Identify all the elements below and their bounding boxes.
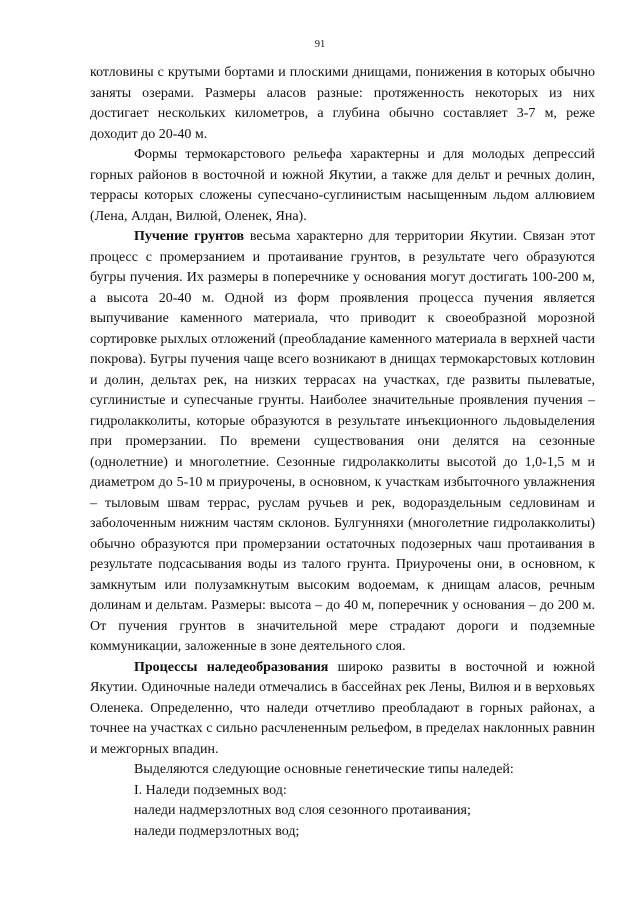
list-item-icing-subpermafrost: наледи подмерзлотных вод; bbox=[134, 823, 300, 839]
list-item-icing-suprapermafrost: наледи надмерзлотных вод слоя сезонного протаивания; bbox=[134, 803, 471, 818]
term-frost-heaving: Пучение грунтов bbox=[134, 229, 245, 244]
term-icing-processes: Процессы наледеобразования bbox=[134, 659, 329, 675]
page-text-body bbox=[90, 63, 595, 842]
page-number: 91 bbox=[314, 39, 326, 50]
paragraph-frost-heaving bbox=[90, 227, 595, 658]
paragraph-icing-types-intro: Выделяются следующие основные генетические типы наледей: bbox=[134, 762, 514, 777]
frost-heaving-text: весьма характерно для территории Якутии. Связан этот процесс с промерзанием и протаивание грунтов, в результате чего образуются бугры пучения. Их размеры в поперечнике у основания могут достигать 100-200 м, а высота 20-40 м. Одной из форм проявления процесса пучения является выпучивание каменного материала, что приводит к своеобразной морозной сортировке рыхлых отложений (преобладание каменного материала в верхней части покрова). Бугры пучения чаще всего возникают в днищах термокарстовых котловин и долин, дельтах рек, на низких террасах на участках, где развиты пылеватые, суглинистые и супесчаные грунты. Наиболее значительные проявления пучения – гидролакколиты, которые образуются в результате инъекционного льдовыделения при промерзании. По времени существования они делятся на сезонные (однолетние) и многолетние. Сезонные гидролакколиты высотой до 1,0-1,5 м и диаметром до 5-10 м приурочены, в основном, к участкам избыточного увлажнения – тыловым швам террас, руслам ручьев и рек, водораздельным седловинам и заболоченным нижним частям склонов. Булгунняхи (многолетние гидролакколиты) обычно образуются при промерзании остаточных подозерных чаш протаивания в результате подсасывания воды из талого грунта. Приурочены они, в основном, к замкнутым или полузамкнутым высоким водоемам, к днищам аласов, речным долинам и дельтам. Размеры: высота – до 40 м, поперечник у основания – до 200 м. От пучения грунтов в значительной мере страдают дороги и подземные коммуникации, заложенные в зоне деятельного слоя. bbox=[90, 229, 595, 654]
icing-processes-text: широко развиты в восточной и южной Якутии. Одиночные наледи отмечались в бассейнах рек Лены, Вилюя и в верховьях Оленека. Определенно, что наледи отчетливо преобладают в горных районах, а точнее на участках с сильно расчлененным рельефом, в пределах наклонных равнин и межгорных впадин. bbox=[90, 659, 596, 757]
paragraph-alas-description: котловины с крутыми бортами и плоскими днищами, понижения в которых обычно заняты озерами. Размеры аласов разные: протяженность некоторых из них достигает нескольких километров, а глубина обычно составляет 3-7 м, реже доходит до 20-40 м. bbox=[90, 65, 595, 142]
paragraph-icing-processes bbox=[90, 658, 595, 761]
list-item-icing-type-heading: I. Наледи подземных вод: bbox=[134, 782, 287, 798]
paragraph-thermokarst-forms: Формы термокарстового рельефа характерны и для молодых депрессий горных районов в восточной и южной Якутии, а также для дельт и речных долин, террасы которых сложены супесчано-суглинистым насыщенным льдом аллювием (Лена, Алдан, Вилюй, Оленек, Яна). bbox=[90, 147, 595, 224]
